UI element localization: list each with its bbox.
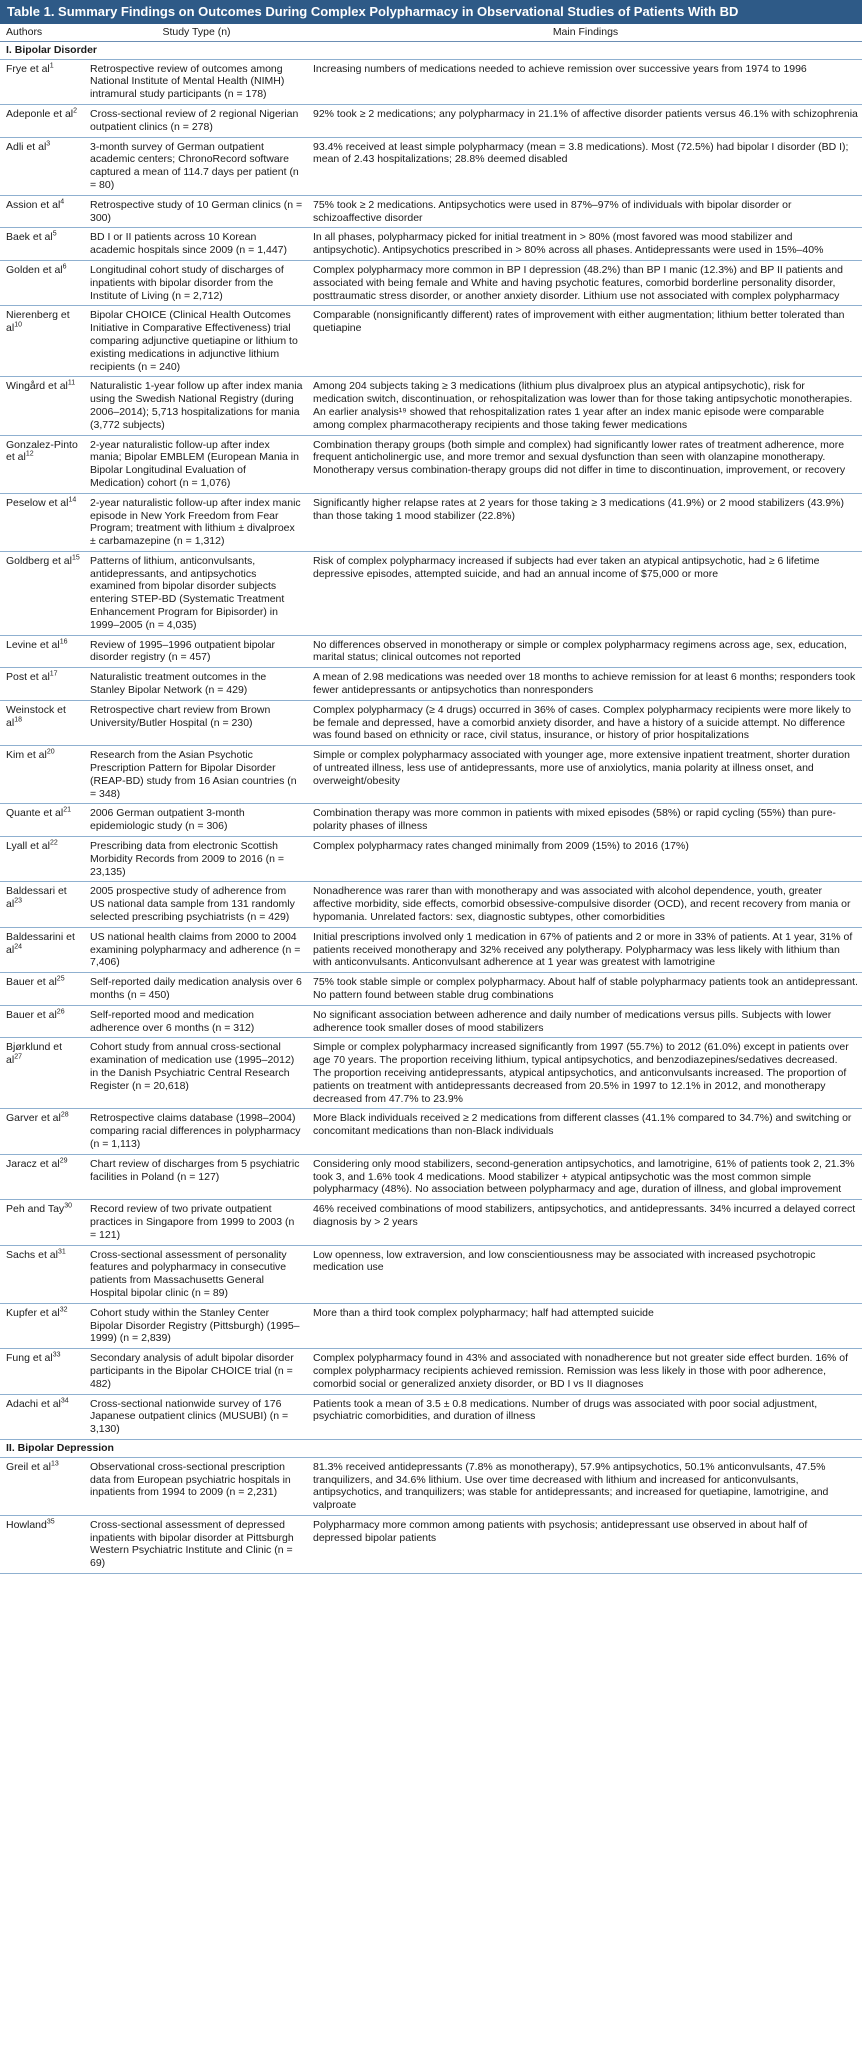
study-type-cell: Retrospective study of 10 German clinics (n = 300) bbox=[84, 195, 307, 228]
author-cell bbox=[0, 973, 84, 1006]
author-name: Bauer et al bbox=[6, 1008, 57, 1021]
table-row bbox=[0, 1394, 862, 1439]
author-name: Fung et al bbox=[6, 1352, 53, 1365]
author-cell bbox=[0, 837, 84, 882]
section-title: II. Bipolar Depression bbox=[0, 1439, 862, 1457]
table-row bbox=[0, 137, 862, 195]
table-row bbox=[0, 882, 862, 927]
study-type-cell: Secondary analysis of adult bipolar disorder participants in the Bipolar CHOICE trial (n = 482) bbox=[84, 1349, 307, 1394]
main-findings-cell: 81.3% received antidepressants (7.8% as monotherapy), 57.9% antipsychotics, 50.1% anticonvulsants, 47.5% tranquilizers, and 34.6% lithium. Use over time decreased with lithium and increased for anticonvulsants, antipsychotics, and tranquilizers; was stable for antidepressants; and increased for quetiapine, lamotrigine, and valproate bbox=[307, 1457, 862, 1515]
author-cell bbox=[0, 306, 84, 377]
study-type-cell: Research from the Asian Psychotic Prescription Pattern for Bipolar Disorder (REAP-BD) study from 16 Asian countries (n = 348) bbox=[84, 746, 307, 804]
study-type-cell: Longitudinal cohort study of discharges of inpatients with bipolar disorder from the Institute of Living (n = 2,712) bbox=[84, 260, 307, 305]
author-name: Gonzalez-Pinto et al bbox=[6, 438, 78, 464]
study-type-cell: 3-month survey of German outpatient academic centers; ChronoRecord software captured a mean of 114.7 days per patient (n = 80) bbox=[84, 137, 307, 195]
author-cell bbox=[0, 377, 84, 435]
study-type-cell: Cross-sectional review of 2 regional Nigerian outpatient clinics (n = 278) bbox=[84, 104, 307, 137]
author-cell bbox=[0, 668, 84, 701]
study-type-cell: US national health claims from 2000 to 2004 examining polypharmacy and adherence (n = 7,406) bbox=[84, 927, 307, 972]
author-name: Assion et al bbox=[6, 198, 61, 211]
reference-number: 25 bbox=[56, 975, 65, 983]
author-name: Quante et al bbox=[6, 807, 64, 820]
table-row bbox=[0, 635, 862, 668]
author-name: Peh and Tay bbox=[6, 1203, 65, 1216]
main-findings-cell: In all phases, polypharmacy picked for initial treatment in > 80% (most favored was mood stabilizer and antipsychotic). Antipsychotics prescribed in > 80% across all phases. Antidepressants were used in 15%–40% bbox=[307, 228, 862, 261]
table-row bbox=[0, 228, 862, 261]
section-row bbox=[0, 1439, 862, 1457]
main-findings-cell: 75% took ≥ 2 medications. Antipsychotics were used in 87%–97% of individuals with bipolar disorder or schizoaffective disorder bbox=[307, 195, 862, 228]
main-findings-cell: 75% took stable simple or complex polypharmacy. About half of stable polypharmacy patients took an antidepressant. No pattern found between stable drug combinations bbox=[307, 973, 862, 1006]
study-type-cell: Observational cross-sectional prescription data from European psychiatric hospitals in inpatients from 1994 to 2009 (n = 2,231) bbox=[84, 1457, 307, 1515]
main-findings-cell: Polypharmacy more common among patients with psychosis; antidepressant use observed in about half of depressed bipolar patients bbox=[307, 1515, 862, 1573]
author-cell bbox=[0, 260, 84, 305]
main-findings-cell: Comparable (nonsignificantly different) rates of improvement with either augmentation; lithium better tolerated than quetiapine bbox=[307, 306, 862, 377]
table-row bbox=[0, 551, 862, 635]
main-findings-cell: Low openness, low extraversion, and low conscientiousness may be associated with increased psychotropic medication use bbox=[307, 1245, 862, 1303]
author-cell bbox=[0, 59, 84, 104]
study-type-cell: Chart review of discharges from 5 psychiatric facilities in Poland (n = 127) bbox=[84, 1154, 307, 1199]
author-cell bbox=[0, 1457, 84, 1515]
table-row bbox=[0, 927, 862, 972]
header-study-type: Study Type (n) bbox=[84, 24, 307, 41]
table-row bbox=[0, 804, 862, 837]
author-name: Bjørklund et al bbox=[6, 1041, 63, 1067]
table-row bbox=[0, 668, 862, 701]
author-cell bbox=[0, 104, 84, 137]
main-findings-cell: No significant association between adherence and daily number of medications versus pills. Subjects with lower adherence took smaller doses of mood stabilizers bbox=[307, 1005, 862, 1038]
author-cell bbox=[0, 435, 84, 493]
reference-number: 17 bbox=[49, 670, 58, 678]
author-cell bbox=[0, 1515, 84, 1573]
main-findings-cell: Risk of complex polypharmacy increased if subjects had ever taken an atypical antipsychotic, had ≥ 6 lifetime depressive episodes, attempted suicide, and had an annual income of $75,000 or more bbox=[307, 551, 862, 635]
author-name: Adli et al bbox=[6, 140, 47, 153]
main-findings-cell: Patients took a mean of 3.5 ± 0.8 medications. Number of drugs was associated with poor social adjustment, psychiatric comorbidities, and duration of illness bbox=[307, 1394, 862, 1439]
table-row bbox=[0, 746, 862, 804]
study-type-cell: Cohort study from annual cross-sectional examination of medication use (1995–2012) in the Danish Psychiatric Central Research Register (n = 20,618) bbox=[84, 1038, 307, 1109]
main-findings-cell: Considering only mood stabilizers, second-generation antipsychotics, and lamotrigine, 61% of patients took 2, 21.3% took 3, and 1.6% took 4 medications. Mood stabilizer + atypical antipsychotic was the most common simple polypharmacy (48%). No association between polypharmacy and age, duration of illness, and global improvement bbox=[307, 1154, 862, 1199]
author-name: Weinstock et al bbox=[6, 703, 66, 729]
study-type-cell: Retrospective claims database (1998–2004) comparing racial differences in polypharmacy (n = 1,113) bbox=[84, 1109, 307, 1154]
author-cell bbox=[0, 1303, 84, 1348]
author-name: Nierenberg et al bbox=[6, 309, 70, 335]
author-name: Baek et al bbox=[6, 231, 53, 244]
reference-number: 34 bbox=[60, 1397, 69, 1405]
author-name: Levine et al bbox=[6, 638, 60, 651]
study-type-cell: BD I or II patients across 10 Korean academic hospitals since 2009 (n = 1,447) bbox=[84, 228, 307, 261]
author-cell bbox=[0, 804, 84, 837]
study-type-cell: Self-reported daily medication analysis over 6 months (n = 450) bbox=[84, 973, 307, 1006]
author-cell bbox=[0, 882, 84, 927]
main-findings-cell: A mean of 2.98 medications was needed over 18 months to achieve remission for at least 6 months; responders took fewer antidepressants or antipsychotics than nonresponders bbox=[307, 668, 862, 701]
main-findings-cell: Complex polypharmacy found in 43% and associated with nonadherence but not greater side effect burden. 16% of complex polypharmacy recipients achieved remission. Remission was less likely in those with poor adherence, comorbid social or generalized anxiety disorder, or BD I vs II diagnoses bbox=[307, 1349, 862, 1394]
reference-number: 26 bbox=[56, 1008, 65, 1016]
reference-number: 5 bbox=[52, 230, 57, 238]
author-cell bbox=[0, 137, 84, 195]
study-type-cell: Retrospective review of outcomes among National Institute of Mental Health (NIMH) intramural study participants (n = 178) bbox=[84, 59, 307, 104]
main-findings-cell: No differences observed in monotherapy or simple or complex polypharmacy regimens across age, sex, education, marital status; clinical outcomes not reported bbox=[307, 635, 862, 668]
table-row bbox=[0, 260, 862, 305]
author-name: Frye et al bbox=[6, 62, 50, 75]
main-findings-cell: 46% received combinations of mood stabilizers, antipsychotics, and antidepressants. 34% incurred a delayed correct diagnosis by > 2 years bbox=[307, 1200, 862, 1245]
reference-number: 31 bbox=[57, 1248, 66, 1256]
author-cell bbox=[0, 1038, 84, 1109]
reference-number: 12 bbox=[25, 450, 34, 458]
main-findings-cell: Combination therapy groups (both simple and complex) had significantly lower rates of treatment adherence, more frequent anticholinergic use, and more tremor and sexual dysfunction than seen with olanzapine monotherapy. Monotherapy versus combination-therapy groups did not differ in time to discontinuation, improvement, or recovery bbox=[307, 435, 862, 493]
table-row bbox=[0, 1457, 862, 1515]
author-cell bbox=[0, 1005, 84, 1038]
table-row bbox=[0, 435, 862, 493]
author-name: Howland bbox=[6, 1518, 47, 1531]
table-row bbox=[0, 1349, 862, 1394]
author-name: Kim et al bbox=[6, 749, 47, 762]
study-type-cell: Cohort study within the Stanley Center Bipolar Disorder Registry (Pittsburgh) (1995–1999) (n = 2,839) bbox=[84, 1303, 307, 1348]
author-cell bbox=[0, 228, 84, 261]
author-name: Goldberg et al bbox=[6, 554, 72, 567]
header-authors: Authors bbox=[0, 24, 84, 41]
table-row bbox=[0, 195, 862, 228]
reference-number: 21 bbox=[63, 806, 72, 814]
author-cell bbox=[0, 746, 84, 804]
main-findings-cell: More than a third took complex polypharmacy; half had attempted suicide bbox=[307, 1303, 862, 1348]
table-caption: Table 1. Summary Findings on Outcomes During Complex Polypharmacy in Observational Studies of Patients With BD bbox=[0, 0, 862, 24]
section-title: I. Bipolar Disorder bbox=[0, 41, 862, 59]
table-row bbox=[0, 1245, 862, 1303]
main-findings-cell: Simple or complex polypharmacy associated with younger age, more extensive inpatient treatment, shorter duration of untreated illness, less use of antidepressants, more use of anxiolytics, mania polarity at illness onset, and overweight/obesity bbox=[307, 746, 862, 804]
author-name: Peselow et al bbox=[6, 496, 69, 509]
author-cell bbox=[0, 551, 84, 635]
study-type-cell: Naturalistic 1-year follow up after index mania using the Swedish National Registry (during 2006–2014); 5,713 hospitalizations for mania (3,772 subjects) bbox=[84, 377, 307, 435]
table-row bbox=[0, 973, 862, 1006]
study-type-cell: Cross-sectional assessment of depressed inpatients with bipolar disorder at Pittsburgh Western Psychiatric Institute and Clinic (n = 69) bbox=[84, 1515, 307, 1573]
author-cell bbox=[0, 635, 84, 668]
author-name: Garver et al bbox=[6, 1112, 61, 1125]
reference-number: 1 bbox=[49, 62, 54, 70]
author-name: Golden et al bbox=[6, 263, 63, 276]
table-row bbox=[0, 306, 862, 377]
study-type-cell: Review of 1995–1996 outpatient bipolar disorder registry (n = 457) bbox=[84, 635, 307, 668]
main-findings-cell: Simple or complex polypharmacy increased significantly from 1997 (55.7%) to 2012 (61.0%) except in patients over age 70 years. The proportion receiving lithium, typical antipsychotics, and benzodiazepines/sedatives decreased. The proportion receiving antidepressants, atypical antipsychotics, and anticonvulsants increased. The proportion of patients on treatment with antidepressants decreased from 20.5% in 1997 to 12.1% in 2012, and monotherapy decreased from 47.7% to 23.9% bbox=[307, 1038, 862, 1109]
study-type-cell: Retrospective chart review from Brown University/Butler Hospital (n = 230) bbox=[84, 700, 307, 745]
study-type-cell: 2-year naturalistic follow-up after index manic episode in New York Freedom from Fear Program; treatment with lithium ± divalproex ± carbamazepine (n = 1,312) bbox=[84, 493, 307, 551]
reference-number: 18 bbox=[14, 716, 22, 724]
author-cell bbox=[0, 1349, 84, 1394]
author-name: Bauer et al bbox=[6, 976, 57, 989]
study-type-cell: 2-year naturalistic follow-up after index mania; Bipolar EMBLEM (European Mania in Bipolar Longitudinal Evaluation of Medication) cohort (n = 1,076) bbox=[84, 435, 307, 493]
main-findings-cell: Among 204 subjects taking ≥ 3 medications (lithium plus divalproex plus an atypical antipsychotic), risk for medication switch, discontinuation, or rehospitalization was lower than for those taking antipsychotic monotherapies. An earlier analysis¹⁹ showed that rehospitalization rates 1 year after an index manic episode were comparable among complex pharmacotherapy recipients and those taking fewer medications bbox=[307, 377, 862, 435]
author-name: Baldessari et al bbox=[6, 885, 67, 911]
reference-number: 3 bbox=[46, 140, 51, 148]
main-findings-cell: Complex polypharmacy (≥ 4 drugs) occurred in 36% of cases. Complex polypharmacy recipients were more likely to be female and depressed, have a comorbid anxiety disorder, and have a history of a suicide attempt. No difference was found based on ethnicity or race, civil status, insurance, or history of prior hospitalizations bbox=[307, 700, 862, 745]
main-findings-cell: Combination therapy was more common in patients with mixed episodes (58%) or rapid cycling (55%) than pure-polarity phases of illness bbox=[307, 804, 862, 837]
author-cell bbox=[0, 493, 84, 551]
author-name: Post et al bbox=[6, 671, 50, 684]
findings-table bbox=[0, 24, 862, 1574]
reference-number: 30 bbox=[64, 1202, 72, 1210]
author-cell bbox=[0, 1394, 84, 1439]
study-type-cell: Bipolar CHOICE (Clinical Health Outcomes Initiative in Comparative Effectiveness) trial comparing adjunctive quetiapine or lithium to existing medications in adjunctive lithium recipients (n = 240) bbox=[84, 306, 307, 377]
table-row bbox=[0, 59, 862, 104]
table-row bbox=[0, 104, 862, 137]
reference-number: 29 bbox=[59, 1157, 68, 1165]
main-findings-cell: 92% took ≥ 2 medications; any polypharmacy in 21.1% of affective disorder patients versus 46.1% with schizophrenia bbox=[307, 104, 862, 137]
main-findings-cell: Significantly higher relapse rates at 2 years for those taking ≥ 3 medications (41.9%) or 2 mood stabilizers (43.9%) than those taking 1 mood stabilizer (22.8%) bbox=[307, 493, 862, 551]
study-type-cell: Record review of two private outpatient practices in Singapore from 1999 to 2003 (n = 121) bbox=[84, 1200, 307, 1245]
reference-number: 13 bbox=[50, 1460, 59, 1468]
table-row bbox=[0, 1109, 862, 1154]
reference-number: 22 bbox=[49, 839, 58, 847]
table-row bbox=[0, 1005, 862, 1038]
author-cell bbox=[0, 1200, 84, 1245]
reference-number: 23 bbox=[14, 897, 22, 905]
author-name: Jaracz et al bbox=[6, 1157, 60, 1170]
author-name: Adeponle et al bbox=[6, 107, 74, 120]
table-row bbox=[0, 377, 862, 435]
reference-number: 4 bbox=[60, 198, 65, 206]
reference-number: 16 bbox=[59, 638, 68, 646]
header-row bbox=[0, 24, 862, 41]
author-name: Adachi et al bbox=[6, 1397, 61, 1410]
table-row bbox=[0, 700, 862, 745]
author-name: Wingård et al bbox=[6, 380, 68, 393]
table-body bbox=[0, 41, 862, 1573]
table-row bbox=[0, 1154, 862, 1199]
main-findings-cell: Complex polypharmacy rates changed minimally from 2009 (15%) to 2016 (17%) bbox=[307, 837, 862, 882]
reference-number: 33 bbox=[52, 1351, 61, 1359]
author-cell bbox=[0, 1154, 84, 1199]
header-main-findings: Main Findings bbox=[307, 24, 862, 41]
reference-number: 2 bbox=[73, 107, 78, 115]
main-findings-cell: More Black individuals received ≥ 2 medications from different classes (41.1% compared to 34.7%) and switching or concomitant medications than non-Black individuals bbox=[307, 1109, 862, 1154]
table-row bbox=[0, 1515, 862, 1573]
table-row bbox=[0, 1200, 862, 1245]
main-findings-cell: Initial prescriptions involved only 1 medication in 67% of patients and 2 or more in 33% of patients. At 1 year, 31% of patients received monotherapy and 32% received any polytherapy. Polypharmacy was less likely with lithium than with anticonvulsants. Anticonvulsant adherence at 1 year was greatest with lamotrigine bbox=[307, 927, 862, 972]
study-type-cell: Self-reported mood and medication adherence over 6 months (n = 312) bbox=[84, 1005, 307, 1038]
author-name: Baldessarini et al bbox=[6, 930, 75, 956]
reference-number: 10 bbox=[14, 321, 22, 329]
author-name: Greil et al bbox=[6, 1460, 51, 1473]
reference-number: 27 bbox=[14, 1053, 22, 1061]
author-cell bbox=[0, 195, 84, 228]
author-cell bbox=[0, 1109, 84, 1154]
reference-number: 24 bbox=[14, 943, 22, 951]
study-type-cell: Patterns of lithium, anticonvulsants, antidepressants, and antipsychotics examined from bipolar disorder subjects entering STEP-BD (Systematic Treatment Enhancement Program for Bipisorder) in 1999–2005 (n = 4,035) bbox=[84, 551, 307, 635]
main-findings-cell: Complex polypharmacy more common in BP I depression (48.2%) than BP I manic (12.3%) and BP II patients and associated with being female and White and having psychotic features, comorbid borderline personality disorder, posttraumatic stress disorder, or another anxiety disorder. Lithium use not associated with complex polypharmacy bbox=[307, 260, 862, 305]
study-type-cell: Naturalistic treatment outcomes in the Stanley Bipolar Network (n = 429) bbox=[84, 668, 307, 701]
table-row bbox=[0, 1303, 862, 1348]
section-row bbox=[0, 41, 862, 59]
main-findings-cell: Increasing numbers of medications needed to achieve remission over successive years from 1974 to 1996 bbox=[307, 59, 862, 104]
author-cell bbox=[0, 1245, 84, 1303]
study-type-cell: 2005 prospective study of adherence from US national data sample from 131 randomly selected prescribing psychiatrists (n = 429) bbox=[84, 882, 307, 927]
reference-number: 6 bbox=[62, 263, 67, 271]
table-row bbox=[0, 837, 862, 882]
table-row bbox=[0, 1038, 862, 1109]
main-findings-cell: 93.4% received at least simple polypharmacy (mean = 3.8 medications). Most (72.5%) had bipolar I disorder (BD I); mean of 2.43 hospitalizations; 28.8% deemed disabled bbox=[307, 137, 862, 195]
reference-number: 14 bbox=[68, 496, 77, 504]
main-findings-cell: Nonadherence was rarer than with monotherapy and was associated with alcohol dependence, youth, greater affective morbidity, side effects, comorbid obsessive-compulsive disorder (OCD), and recent recovery from mania or hypomania. Unrelated factors: sex, diagnostic subtypes, other comorbidities bbox=[307, 882, 862, 927]
study-type-cell: Prescribing data from electronic Scottish Morbidity Records from 2009 to 2016 (n = 23,135) bbox=[84, 837, 307, 882]
author-cell bbox=[0, 927, 84, 972]
study-type-cell: Cross-sectional assessment of personality features and polypharmacy in consecutive patients from Massachusetts General Hospital bipolar clinic (n = 89) bbox=[84, 1245, 307, 1303]
reference-number: 20 bbox=[46, 748, 55, 756]
author-name: Kupfer et al bbox=[6, 1306, 60, 1319]
reference-number: 15 bbox=[71, 554, 80, 562]
study-type-cell: 2006 German outpatient 3-month epidemiologic study (n = 306) bbox=[84, 804, 307, 837]
author-name: Sachs et al bbox=[6, 1248, 58, 1261]
author-name: Lyall et al bbox=[6, 840, 50, 853]
reference-number: 28 bbox=[60, 1111, 69, 1119]
reference-number: 11 bbox=[67, 379, 76, 387]
study-type-cell: Cross-sectional nationwide survey of 176 Japanese outpatient clinics (MUSUBI) (n = 3,130) bbox=[84, 1394, 307, 1439]
table-row bbox=[0, 493, 862, 551]
reference-number: 35 bbox=[46, 1518, 55, 1526]
author-cell bbox=[0, 700, 84, 745]
reference-number: 32 bbox=[59, 1306, 68, 1314]
